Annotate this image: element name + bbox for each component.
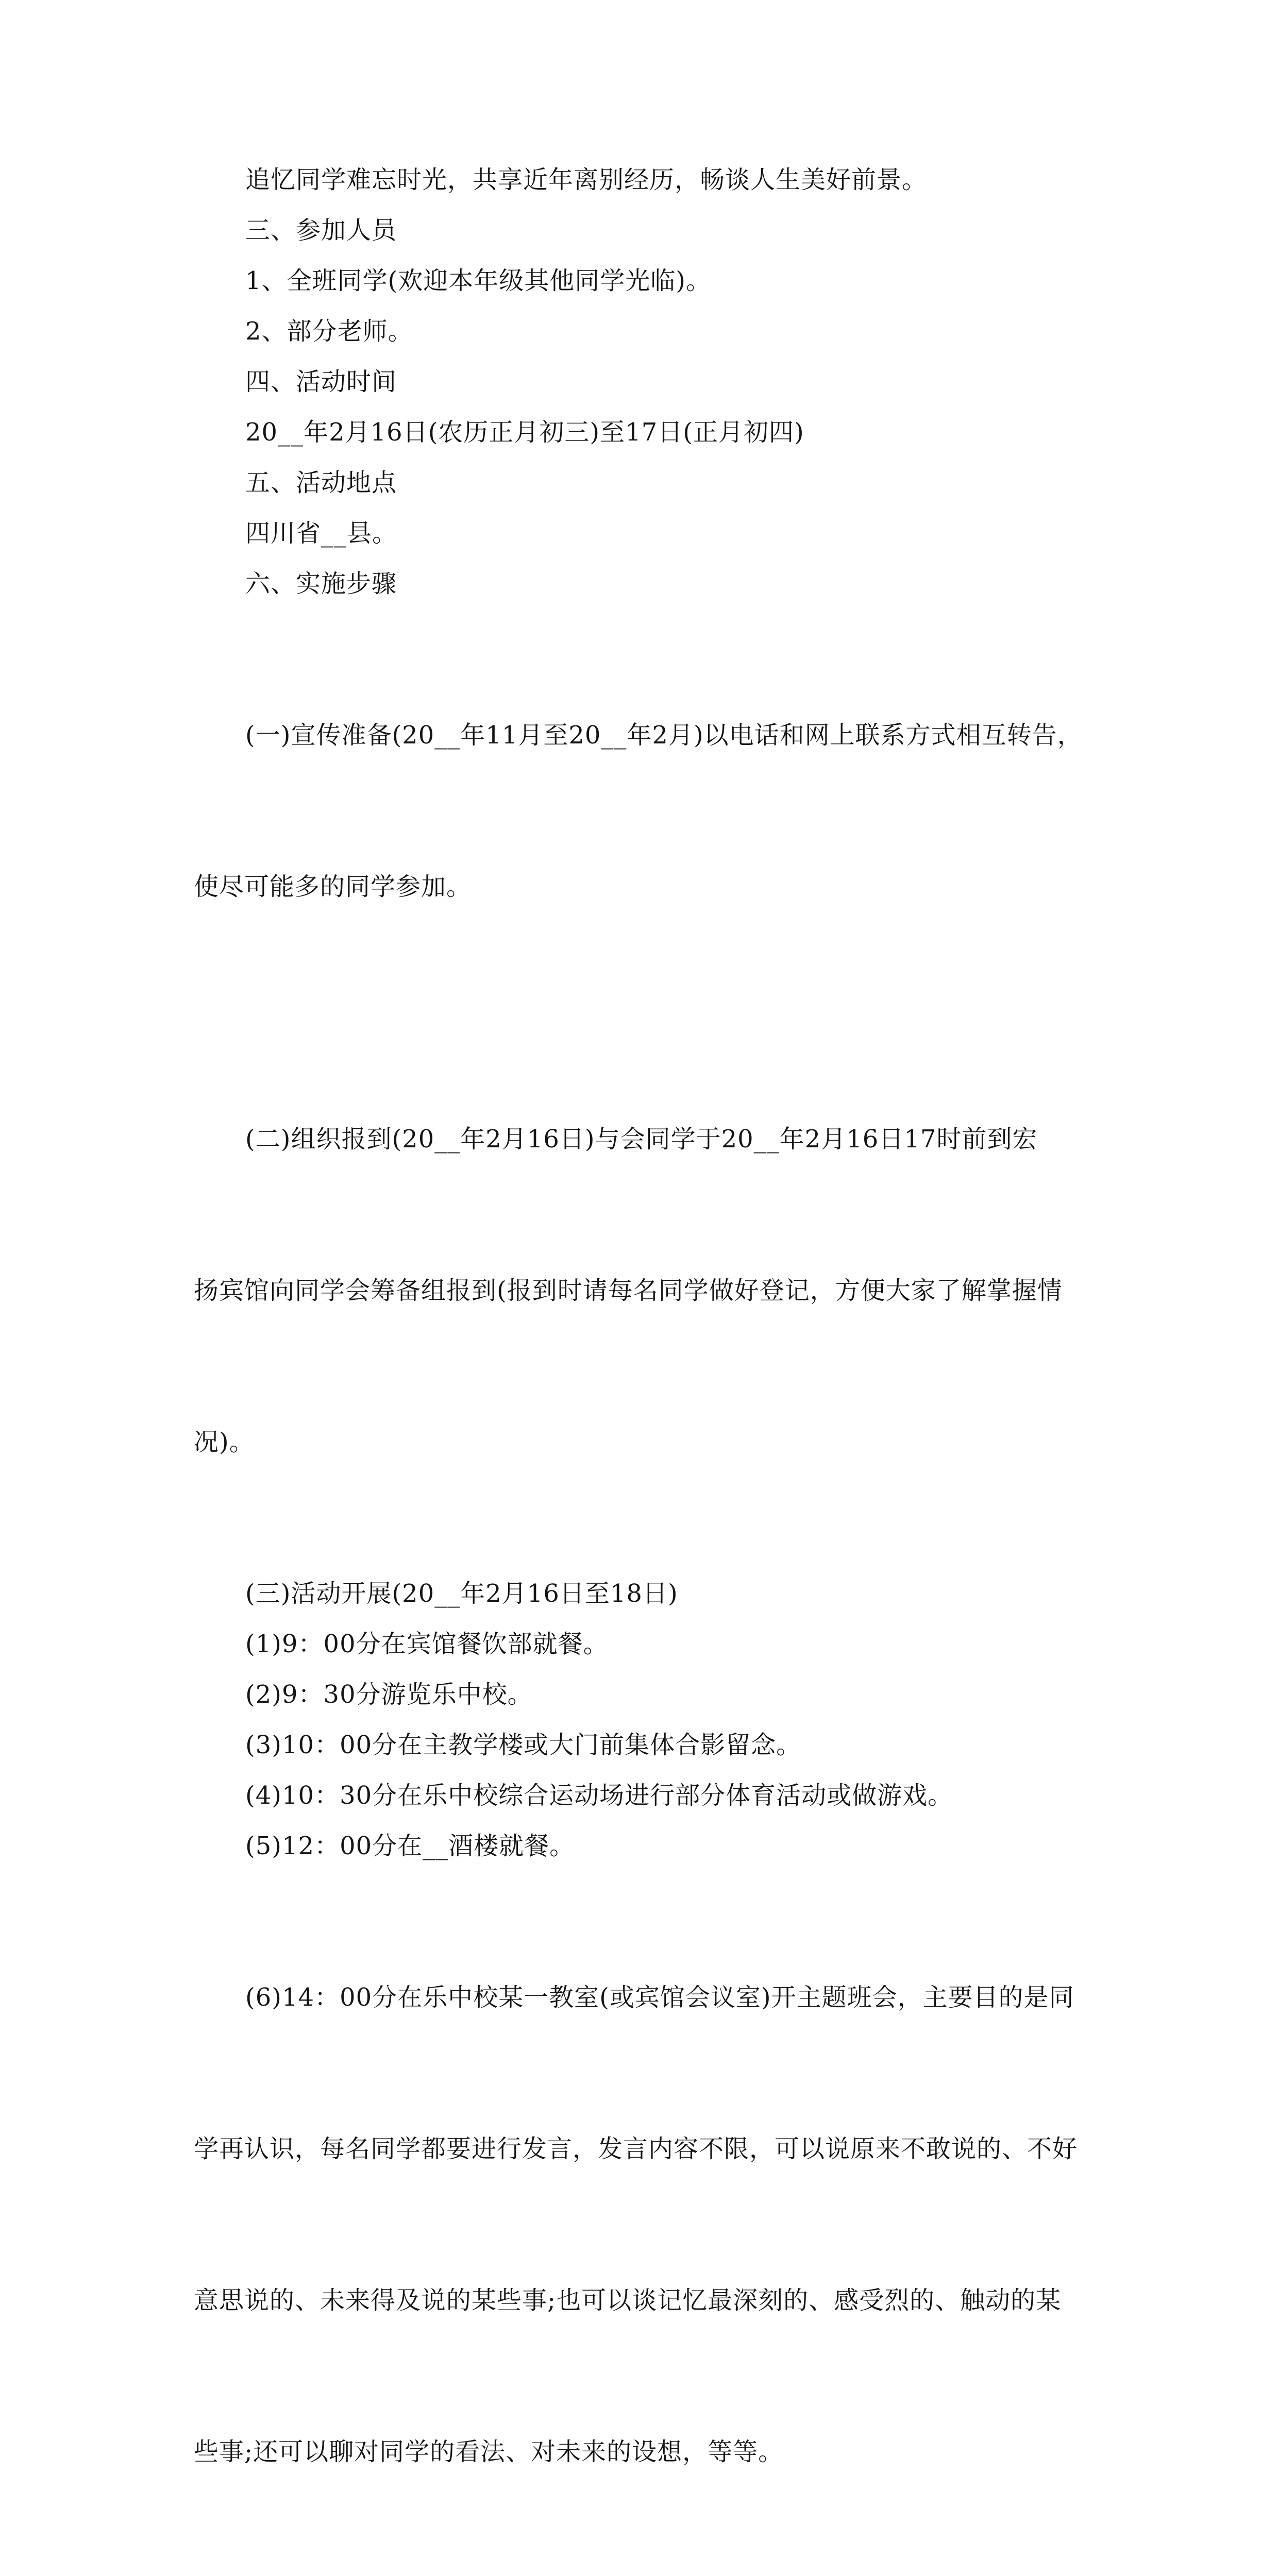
paragraph-step-2 [194, 1013, 1101, 1568]
text-line: 学再认识，每名同学都要进行发言，发言内容不限，可以说原来不敢说的、不好 [194, 2134, 1078, 2163]
text-line: (二)组织报到(20__年2月16日)与会同学于20__年2月16日17时前到宏 [245, 1125, 1038, 1154]
document-page [194, 155, 1101, 2576]
text-line: (6)14：00分在乐中校某一教室(或宾馆会议室)开主题班会，主要目的是同 [245, 1983, 1074, 2012]
list-item: 1、全班同学(欢迎本年级其他同学光临)。 [245, 266, 711, 295]
text-line: 些事;还可以聊对同学的看法、对未来的设想，等等。 [194, 2437, 784, 2466]
paragraph-location: 四川省__县。 [245, 519, 398, 548]
paragraph-step-1 [194, 609, 1101, 1013]
list-item: (1)9：00分在宾馆餐饮部就餐。 [245, 1630, 609, 1658]
list-item: (5)12：00分在__酒楼就餐。 [245, 1832, 575, 1860]
list-item: (3)10：00分在主教学楼或大门前集体合影留念。 [245, 1731, 802, 1759]
text-line: (一)宣传准备(20__年11月至20__年2月)以电话和网上联系方式相互转告， [245, 721, 1083, 750]
heading-time: 四、活动时间 [245, 367, 397, 396]
paragraph-time: 20__年2月16日(农历正月初三)至17日(正月初四) [245, 418, 804, 447]
paragraph-purpose: 追忆同学难忘时光，共享近年离别经历，畅谈人生美好前景。 [245, 165, 928, 194]
text-line: 扬宾馆向同学会筹备组报到(报到时请每名同学做好登记，方便大家了解掌握情 [194, 1276, 1063, 1305]
heading-participants: 三、参加人员 [245, 216, 397, 245]
list-item: (2)9：30分游览乐中校。 [245, 1680, 533, 1709]
text-line: 意思说的、未来得及说的某些事;也可以谈记忆最深刻的、感受烈的、触动的某 [194, 2286, 1062, 2315]
list-item: 2、部分老师。 [245, 317, 413, 346]
paragraph-meeting [194, 1871, 1101, 2576]
heading-location: 五、活动地点 [245, 468, 397, 497]
text-line: 况)。 [194, 1428, 255, 1456]
text-line: 使尽可能多的同学参加。 [194, 872, 472, 901]
list-item: (4)10：30分在乐中校综合运动场进行部分体育活动或做游戏。 [245, 1781, 953, 1810]
paragraph-step-3: (三)活动开展(20__年2月16日至18日) [245, 1579, 678, 1608]
heading-steps: 六、实施步骤 [245, 569, 397, 598]
